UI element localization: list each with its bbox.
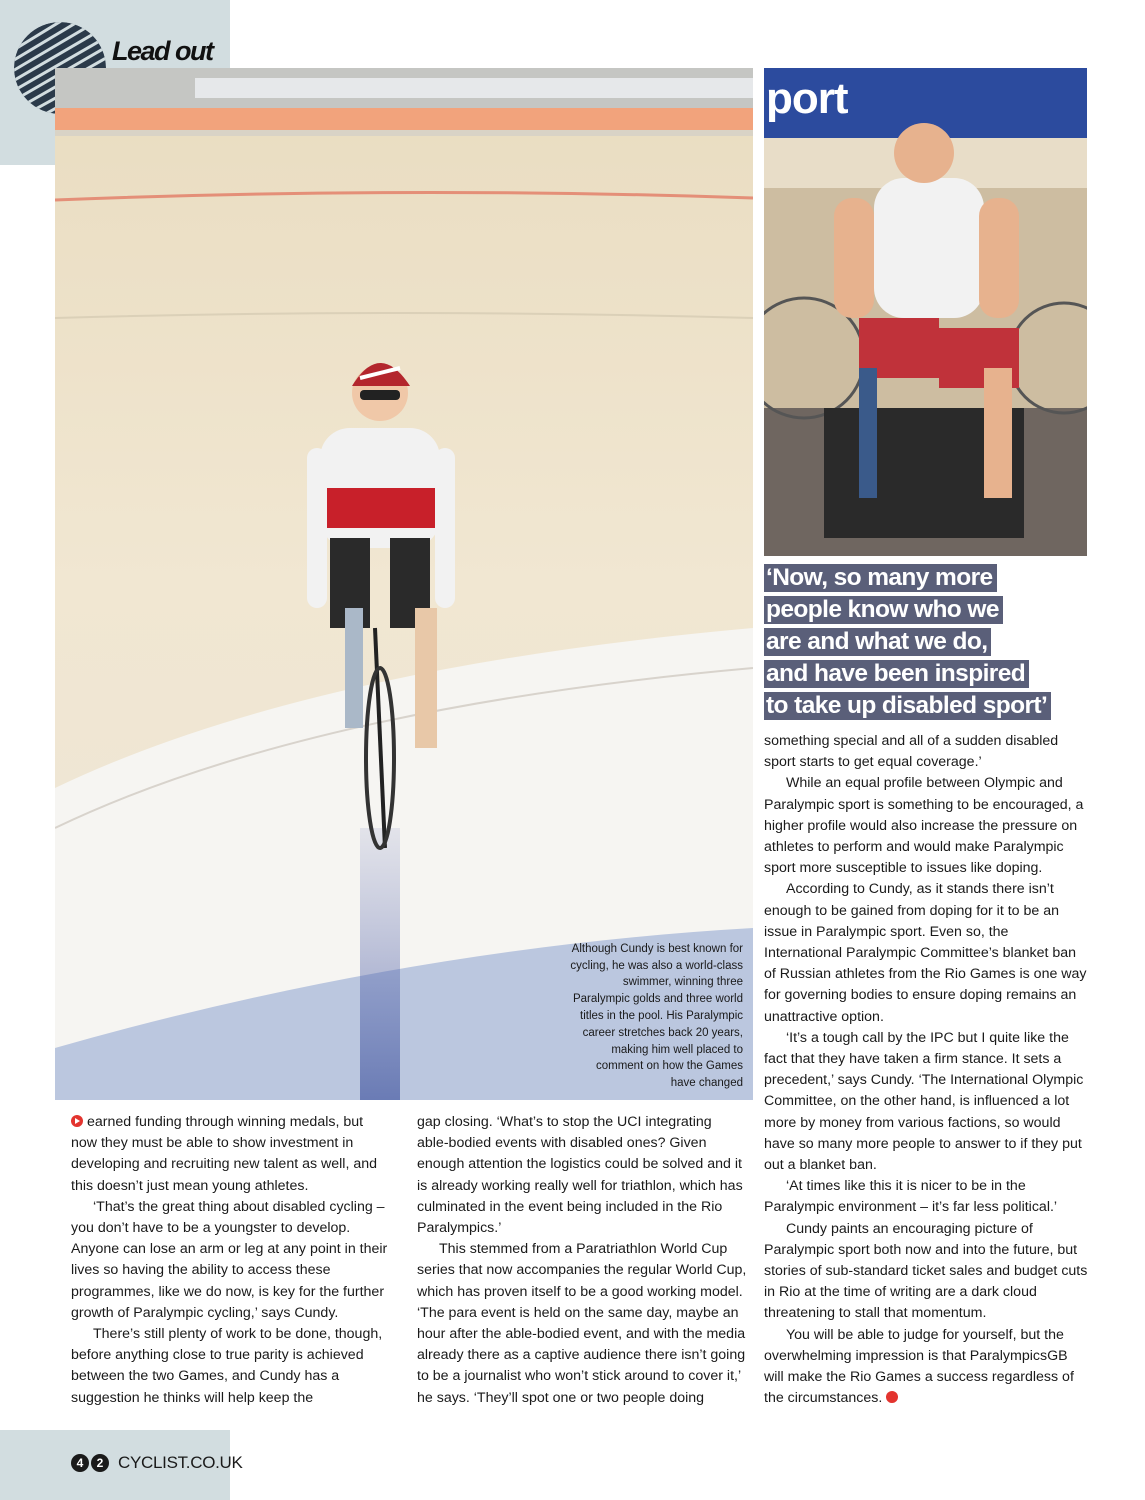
body-column-3 xyxy=(764,731,1090,1410)
paragraph: ‘It’s a tough call by the IPC but I quite like the fact that they have taken a firm stance. It sets a precedent,’ says Cundy. ‘The International Olympic Committee, on the other hand, is influenced a lot more by money from various factions, so would have so many more people to answer to if they put out a blanket ban. xyxy=(764,1029,1084,1174)
photo-caption: Although Cundy is best known for cycling, he was also a world-class swimmer, winning three Paralympic golds and three world titles in the pool. His Paralympic career stretches back 20 years, making him well placed to comment on how the Games have changed xyxy=(570,942,743,1090)
continue-arrow-icon xyxy=(71,1115,83,1127)
side-photo xyxy=(764,68,1087,556)
paragraph: This stemmed from a Paratriathlon World Cup series that now accompanies the regular World Cup, which has proven itself to be a good working model. ‘The para event is held on the same day, maybe an hour after the able-bodied event, and with the media already there as a captive audience there isn’t going to be a journalist who won’t stick around to cover it,’ he says. ‘They’ll spot one or two people doing xyxy=(417,1241,747,1406)
body-column-2 xyxy=(417,1112,747,1409)
paragraph: something special and all of a sudden disabled sport starts to get equal coverage.’ xyxy=(764,733,1059,771)
body-column-1 xyxy=(71,1112,393,1409)
pull-quote-line: are and what we do, xyxy=(764,628,991,656)
paragraph: Cundy paints an encouraging picture of Paralympic sport both now and into the future, but stories of sub-standard ticket sales and budget cuts in Rio at the time of writing are a dark cloud threatening to stall that momentum. xyxy=(764,1220,1088,1322)
footer-site-name: CYCLIST.CO.UK xyxy=(118,1453,243,1472)
pull-quote-line: to take up disabled sport’ xyxy=(764,692,1051,720)
paragraph-text: earned funding through winning medals, but now they must be able to show investment in developing and recruiting new talent as well, and this doesn’t just mean young athletes. xyxy=(71,1114,378,1194)
end-mark-icon xyxy=(886,1391,898,1403)
paragraph: gap closing. ‘What’s to stop the UCI integrating able-bodied events with disabled ones? Given enough attention the logistics could be solved and it is already working really well for triathlon, which has culminated in the event being included in the Rio Paralympics.’ xyxy=(417,1114,743,1237)
paragraph-text: You will be able to judge for yourself, but the overwhelming impression is that ParalympicsGB will make the Rio Games a success regardless of the circumstances. xyxy=(764,1326,1074,1407)
pull-quote-line: people know who we xyxy=(764,596,1003,624)
main-photo xyxy=(55,68,753,1100)
paragraph xyxy=(71,1112,393,1197)
pull-quote-line: ‘Now, so many more xyxy=(764,564,997,592)
paragraph: While an equal profile between Olympic and Paralympic sport is something to be encouraged, a higher profile would also increase the pressure on athletes to perform and would make Paralympic sport more susceptible to issues like doping. xyxy=(764,775,1084,877)
paragraph xyxy=(764,1325,1090,1410)
paragraph: ‘That’s the great thing about disabled cycling – you don’t have to be a youngster to develop. Anyone can lose an arm or leg at any point in their lives so having the ability to access these programmes, like we do now, is key for the further growth of Paralympic cycling,’ says Cundy. xyxy=(71,1198,388,1321)
seated-athlete-illustration xyxy=(764,68,1087,556)
paragraph: ‘At times like this it is nicer to be in the Paralympic environment – it’s far less political.’ xyxy=(764,1178,1058,1216)
page-footer xyxy=(71,1453,243,1473)
paragraph: There’s still plenty of work to be done, though, before anything close to true parity is achieved between the two Games, and Cundy has a suggestion he thinks will help keep the xyxy=(71,1326,383,1406)
pull-quote-line: and have been inspired xyxy=(764,660,1029,688)
page-number-digit: 2 xyxy=(91,1454,109,1472)
banner-text: port xyxy=(766,74,848,123)
page-number-digit: 4 xyxy=(71,1454,89,1472)
section-title: Lead out xyxy=(112,36,213,66)
paragraph: According to Cundy, as it stands there isn’t enough to be gained from doping for it to be an issue in Paralympic sport. Even so, the International Paralympic Committee’s blanket ban of Russian athletes from the Rio Games is one way for governing bodies to ensure doping remains an unattractive option. xyxy=(764,881,1087,1025)
pull-quote xyxy=(764,562,1087,722)
